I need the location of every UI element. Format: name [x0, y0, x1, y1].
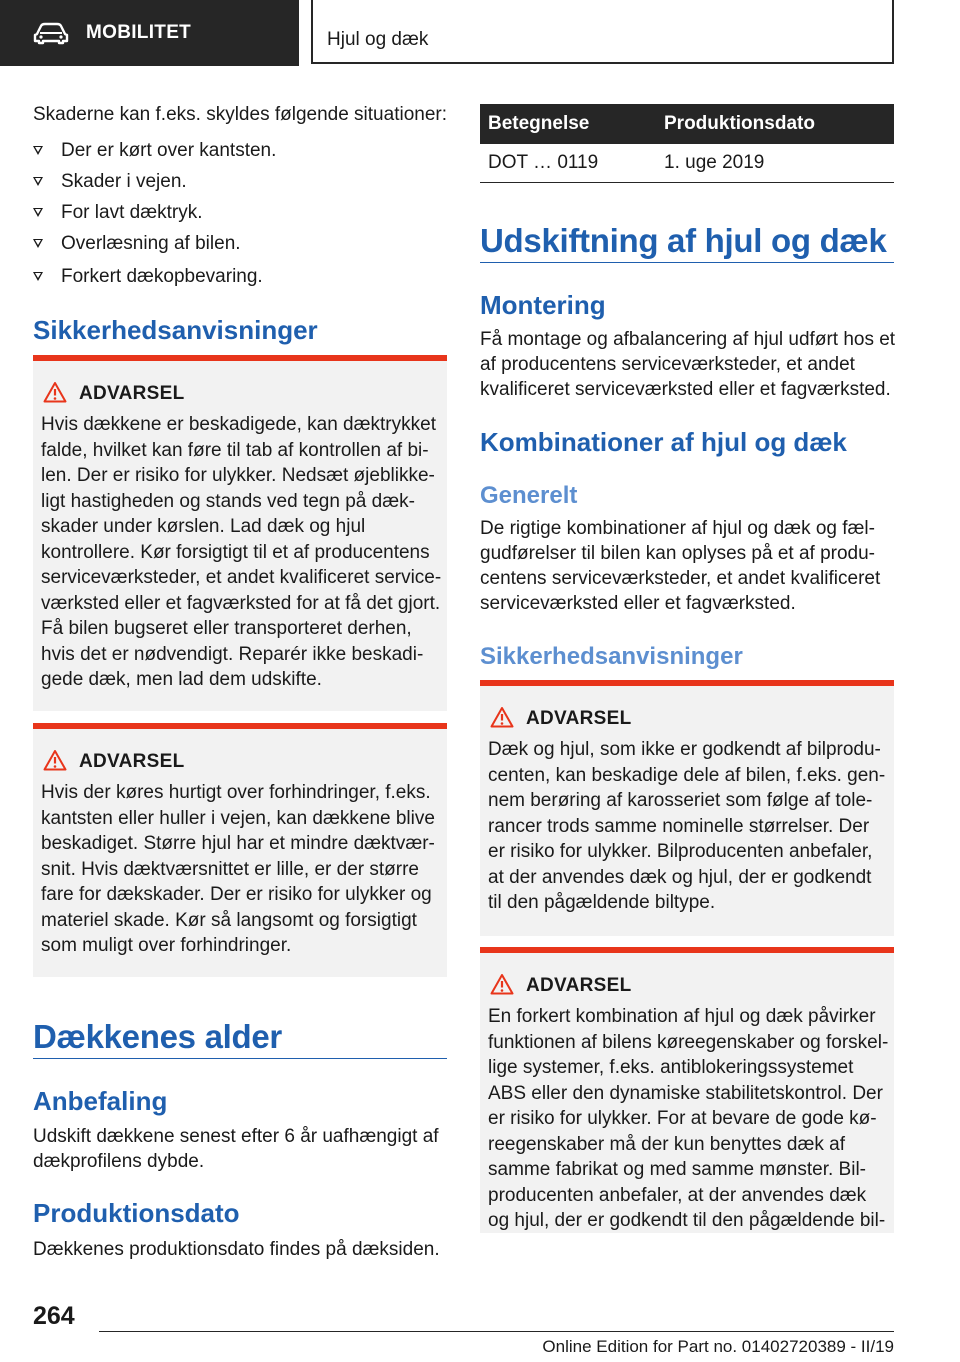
table-row: DOT … 0119 1. uge 2019	[480, 144, 894, 183]
warning-triangle-icon	[43, 749, 67, 771]
warning-title: ADVARSEL	[79, 751, 185, 772]
warning-text: Hvis der køres hurtigt over forhindringer, f.eks. kantsten eller huller i vejen, kan dækkene blive beskadiget. Større hjul har et mindre dæktvær‐ snit. Hvis dæktværsnittet er lille, er der større fare for dækskader. Der er risiko for ulykker og materiel skade. Kør så langsomt og forsigtigt som muligt over forhindringer.	[41, 782, 435, 956]
subsection-heading: Anbefaling	[33, 1086, 168, 1116]
proddate-text: Dækkenes produktionsdato findes på dæksiden.	[33, 1239, 440, 1260]
chapter-header	[311, 0, 894, 64]
section-tab	[0, 0, 299, 66]
warning-text: En forkert kombination af hjul og dæk påvirker funktionen af bilens køreegenskaber og forskel‐ lige systemer, f.eks. antiblokeringssystemet ABS eller den dynamiske stabilitetskontrol. Der er risiko for ulykker. For at bevare de gode kø‐ reegenskaber må der kun benyttes dæk af samme fabrikat og med samme mønster. Bil‐ producenten anbefaler, at der anvendes dæk og hjul, der er godkendt til den pågældende bil‐	[488, 1006, 889, 1231]
bullet-triangle-icon	[33, 208, 43, 217]
warning-box	[480, 947, 894, 1233]
warning-triangle-icon	[43, 381, 67, 403]
bullet-triangle-icon	[33, 177, 43, 186]
page-number: 264	[33, 1302, 75, 1330]
section-heading: Sikkerhedsanvisninger	[33, 315, 318, 345]
bullet-triangle-icon	[33, 146, 43, 155]
table-header: Produktionsdato	[656, 104, 894, 144]
chapter-section-title: Udskiftning af hjul og dæk	[480, 222, 887, 259]
bullet-triangle-icon	[33, 272, 43, 281]
recommend-text: Udskift dækkene senest efter 6 år uafhængigt af dækprofilens dybde.	[33, 1126, 439, 1172]
warning-box	[33, 723, 447, 977]
chapter-section-title: Dækkenes alder	[33, 1018, 282, 1055]
warning-title: ADVARSEL	[79, 383, 185, 404]
warning-box	[33, 355, 447, 711]
car-icon	[33, 21, 69, 45]
warning-triangle-icon	[490, 973, 514, 995]
warning-text: Hvis dækkene er beskadigede, kan dæktrykket falde, hvilket kan føre til tab af kontrollen af bi‐ len. Der er risiko for ulykker. Nedsæt øjeblikke‐ ligt hastigheden og stands ved tegn på dæk‐ skader under kørslen. Lad dæk og hjul kontrollere. Kør forsigtigt til et af producentens serviceværksteder, et andet kvalificeret service‐ værksted eller et fagværksted for at få det gjort. Få bilen bugseret eller transporteret derhen, hvis det er nødvendigt. Reparér ikke beskadi‐ gede dæk, men lad dem udskifte.	[41, 414, 442, 690]
warning-title: ADVARSEL	[526, 975, 632, 996]
heading-rule	[33, 1058, 447, 1059]
production-date-table	[480, 104, 894, 183]
warning-title: ADVARSEL	[526, 708, 632, 729]
bullet-triangle-icon	[33, 239, 43, 248]
heading-rule	[480, 262, 894, 263]
table-header: Betegnelse	[480, 104, 656, 144]
edition-footer: Online Edition for Part no. 01402720389 - II/19	[542, 1337, 894, 1356]
subsection-heading: Montering	[480, 290, 606, 320]
mount-text: Få montage og afbalancering af hjul udført hos et af producentens serviceværksteder, et andet kvalificeret serviceværksted eller et fagværksted.	[480, 329, 896, 400]
warning-triangle-icon	[490, 706, 514, 728]
general-text: De rigtige kombinationer af hjul og dæk og fæl‐ gudførelser til bilen kan oplyses på et af produ‐ centens serviceværksteder, et andet kvalificeret serviceværksted eller et fagværksted.	[480, 518, 881, 614]
section-title: MOBILITET	[86, 22, 192, 43]
subsection-heading: Kombinationer af hjul og dæk	[480, 427, 847, 457]
intro-text: Skaderne kan f.eks. skyldes følgende situationer:	[33, 104, 448, 125]
warning-box	[480, 680, 894, 936]
subsection-heading: Produktionsdato	[33, 1198, 240, 1228]
minor-heading: Sikkerhedsanvisninger	[480, 643, 743, 670]
footer-rule	[99, 1331, 894, 1332]
warning-text: Dæk og hjul, som ikke er godkendt af bilprodu‐ centen, kan beskadige dele af bilen, f.eks. gen‐ nem berøring af karosseriet som følge af tole‐ rancer trods samme nominelle størrelser. Der er risiko for ulykker. Bilproducenten anbefaler, at der anvendes dæk og hjul, der er godkendt til den pågældende biltype.	[488, 739, 886, 913]
chapter-title: Hjul og dæk	[327, 29, 429, 50]
minor-heading: Generelt	[480, 482, 578, 509]
